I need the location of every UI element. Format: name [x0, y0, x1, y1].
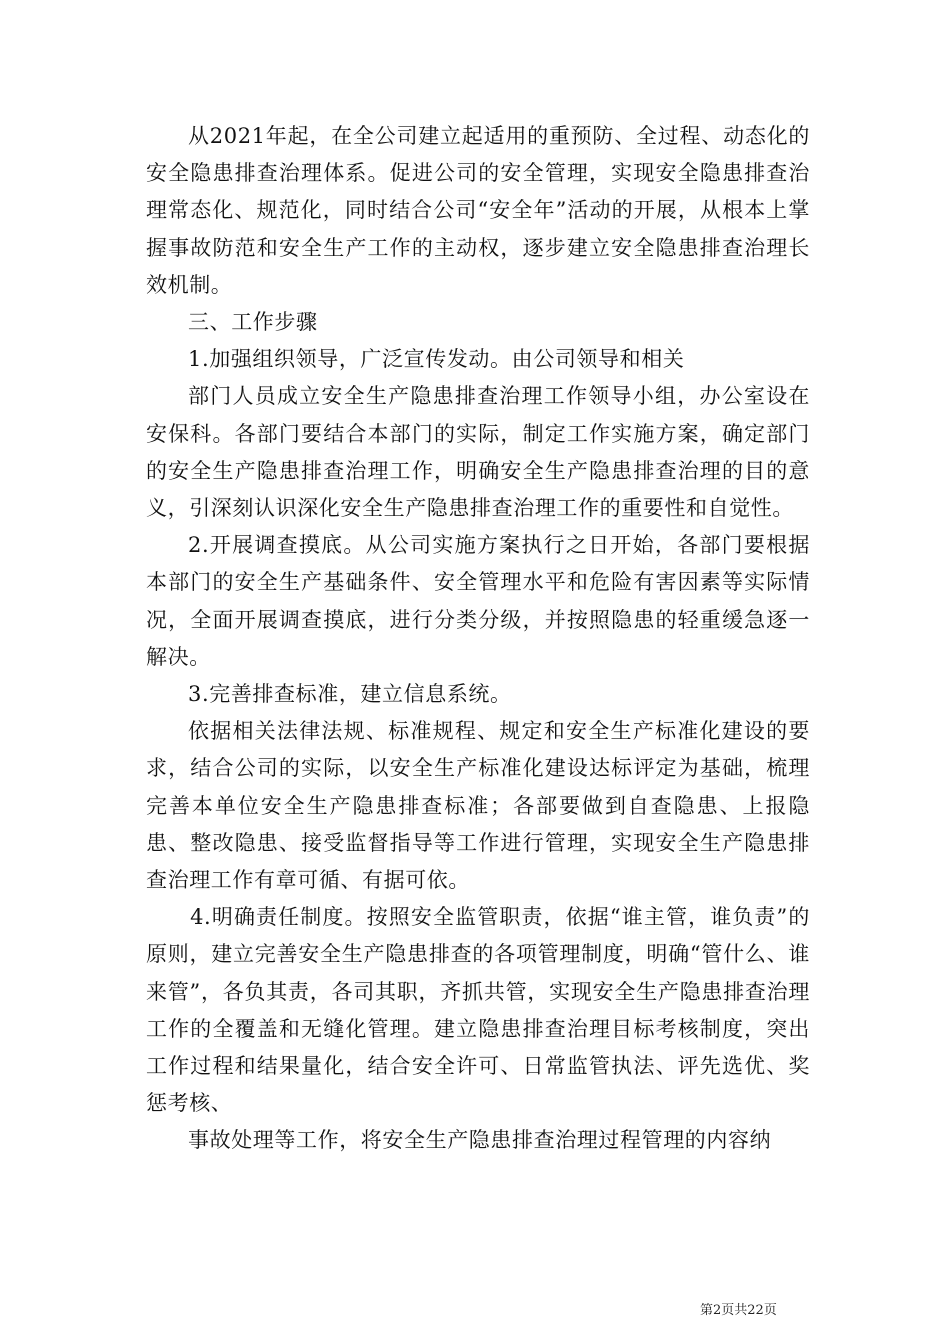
document-body [146, 118, 810, 1160]
section-heading: 三、工作步骤 [188, 310, 318, 335]
paragraph: 1.加强组织领导，广泛宣传发动。由公司领导和相关 [188, 347, 685, 372]
paragraph: 2.开展调查摸底。从公司实施方案执行之日开始，各部门要根据本部门的安全生产基础条件、安全管理水平和危险有害因素等实际情况，全面开展调查摸底，进行分类分级，并按照隐患的轻重缓急逐一解决。 [146, 533, 810, 669]
paragraph: 4.明确责任制度。按照安全监管职责，依据“谁主管，谁负责”的原则，建立完善安全生产隐患排查的各项管理制度，明确“管什么、谁来管”，各负其责，各司其职，齐抓共管，实现安全生产隐患排查治理工作的全覆盖和无缝化管理。建立隐患排查治理目标考核制度，突出工作过程和结果量化，结合安全许可、日常监管执法、评先选优、奖惩考核、 [146, 905, 810, 1116]
paragraph: 依据相关法律法规、标准规程、规定和安全生产标准化建设的要求，结合公司的实际，以安全生产标准化建设达标评定为基础，梳理完善本单位安全生产隐患排查标准；各部要做到自查隐患、上报隐患、整改隐患、接受监督指导等工作进行管理，实现安全生产隐患排查治理工作有章可循、有据可依。 [146, 719, 810, 893]
paragraph: 从2021年起，在全公司建立起适用的重预防、全过程、动态化的安全隐患排查治理体系。促进公司的安全管理，实现安全隐患排查治理常态化、规范化，同时结合公司“安全年”活动的开展，从根本上掌握事故防范和安全生产工作的主动权，逐步建立安全隐患排查治理长效机制。 [146, 124, 810, 297]
page-number: 第2页共22页 [700, 1303, 777, 1318]
paragraph: 事故处理等工作，将安全生产隐患排查治理过程管理的内容纳 [188, 1128, 772, 1153]
paragraph: 部门人员成立安全生产隐患排查治理工作领导小组，办公室设在安保科。各部门要结合本部门的实际，制定工作实施方案，确定部门的安全生产隐患排查治理工作，明确安全生产隐患排查治理的目的意义，引深刻认识深化安全生产隐患排查治理工作的重要性和自觉性。 [146, 384, 810, 521]
paragraph: 3.完善排查标准，建立信息系统。 [188, 682, 512, 707]
